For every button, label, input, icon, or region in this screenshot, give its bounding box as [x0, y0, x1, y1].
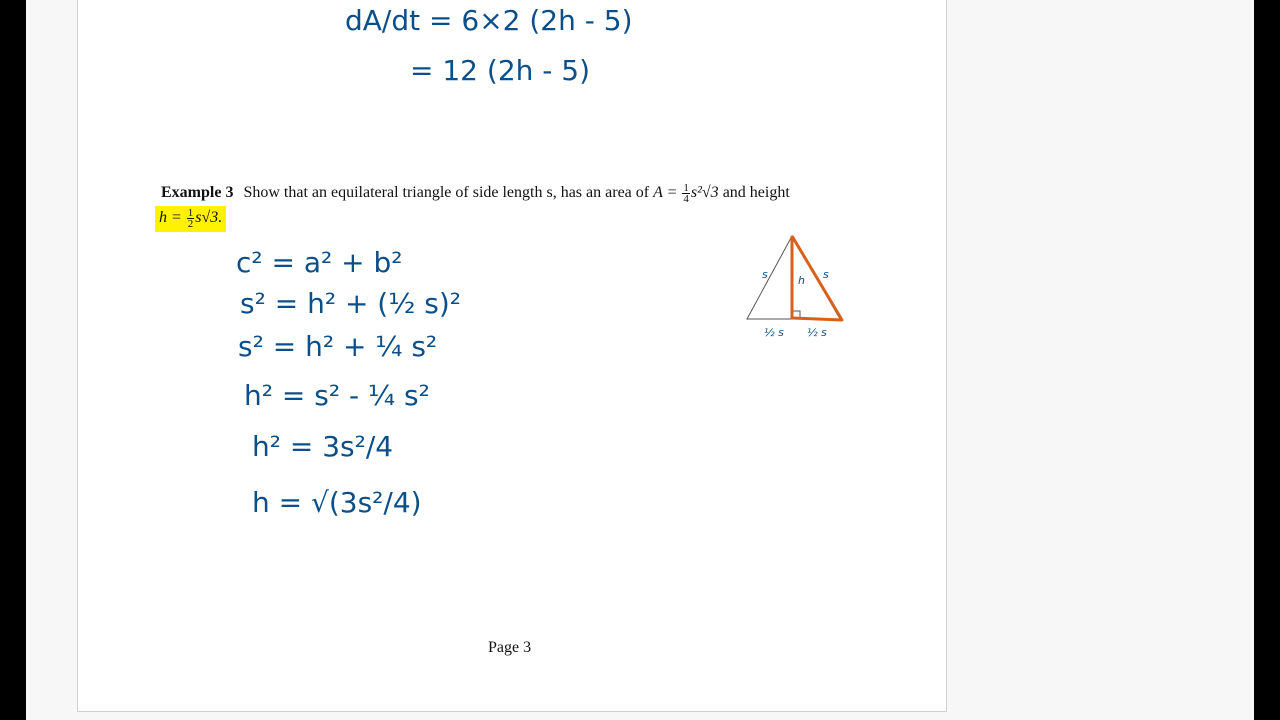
right-side-label: s	[823, 268, 829, 281]
height-lhs: h =	[159, 209, 182, 227]
derivation-line-3: s² = h² + ¼ s²	[238, 330, 438, 363]
page-number: Page 3	[488, 639, 532, 656]
triangle-diagram	[747, 236, 842, 339]
area-lhs: A =	[653, 184, 678, 202]
area-frac-num: 1	[683, 182, 689, 194]
derivation-line-2: s² = h² + (½ s)²	[240, 287, 462, 320]
example-label: Example 3	[161, 184, 234, 202]
area-frac-den: 4	[683, 193, 689, 205]
height-frac-den: 2	[187, 218, 194, 230]
height-label: h	[798, 274, 805, 287]
derivation-line-5: h² = 3s²/4	[252, 430, 394, 463]
derivation-line-1: c² = a² + b²	[236, 246, 403, 279]
handwriting-top-line-1: dA/dt = 6×2 (2h - 5)	[345, 4, 633, 37]
left-half-base-label: ½ s	[764, 326, 784, 339]
handwriting-top-line-2: = 12 (2h - 5)	[410, 54, 591, 87]
right-half-base-label: ½ s	[807, 326, 827, 339]
example-text-prefix: Show that an equilateral triangle of side length s, has an area of	[243, 184, 650, 202]
height-frac-num: 1	[187, 207, 194, 219]
area-rest: s²√3	[690, 184, 719, 202]
left-side-label: s	[762, 268, 768, 281]
derivation-line-6: h = √(3s²/4)	[252, 486, 422, 519]
example-text-suffix: and height	[722, 184, 790, 202]
derivation-line-4: h² = s² - ¼ s²	[244, 379, 430, 412]
height-rest: s√3.	[195, 209, 223, 227]
